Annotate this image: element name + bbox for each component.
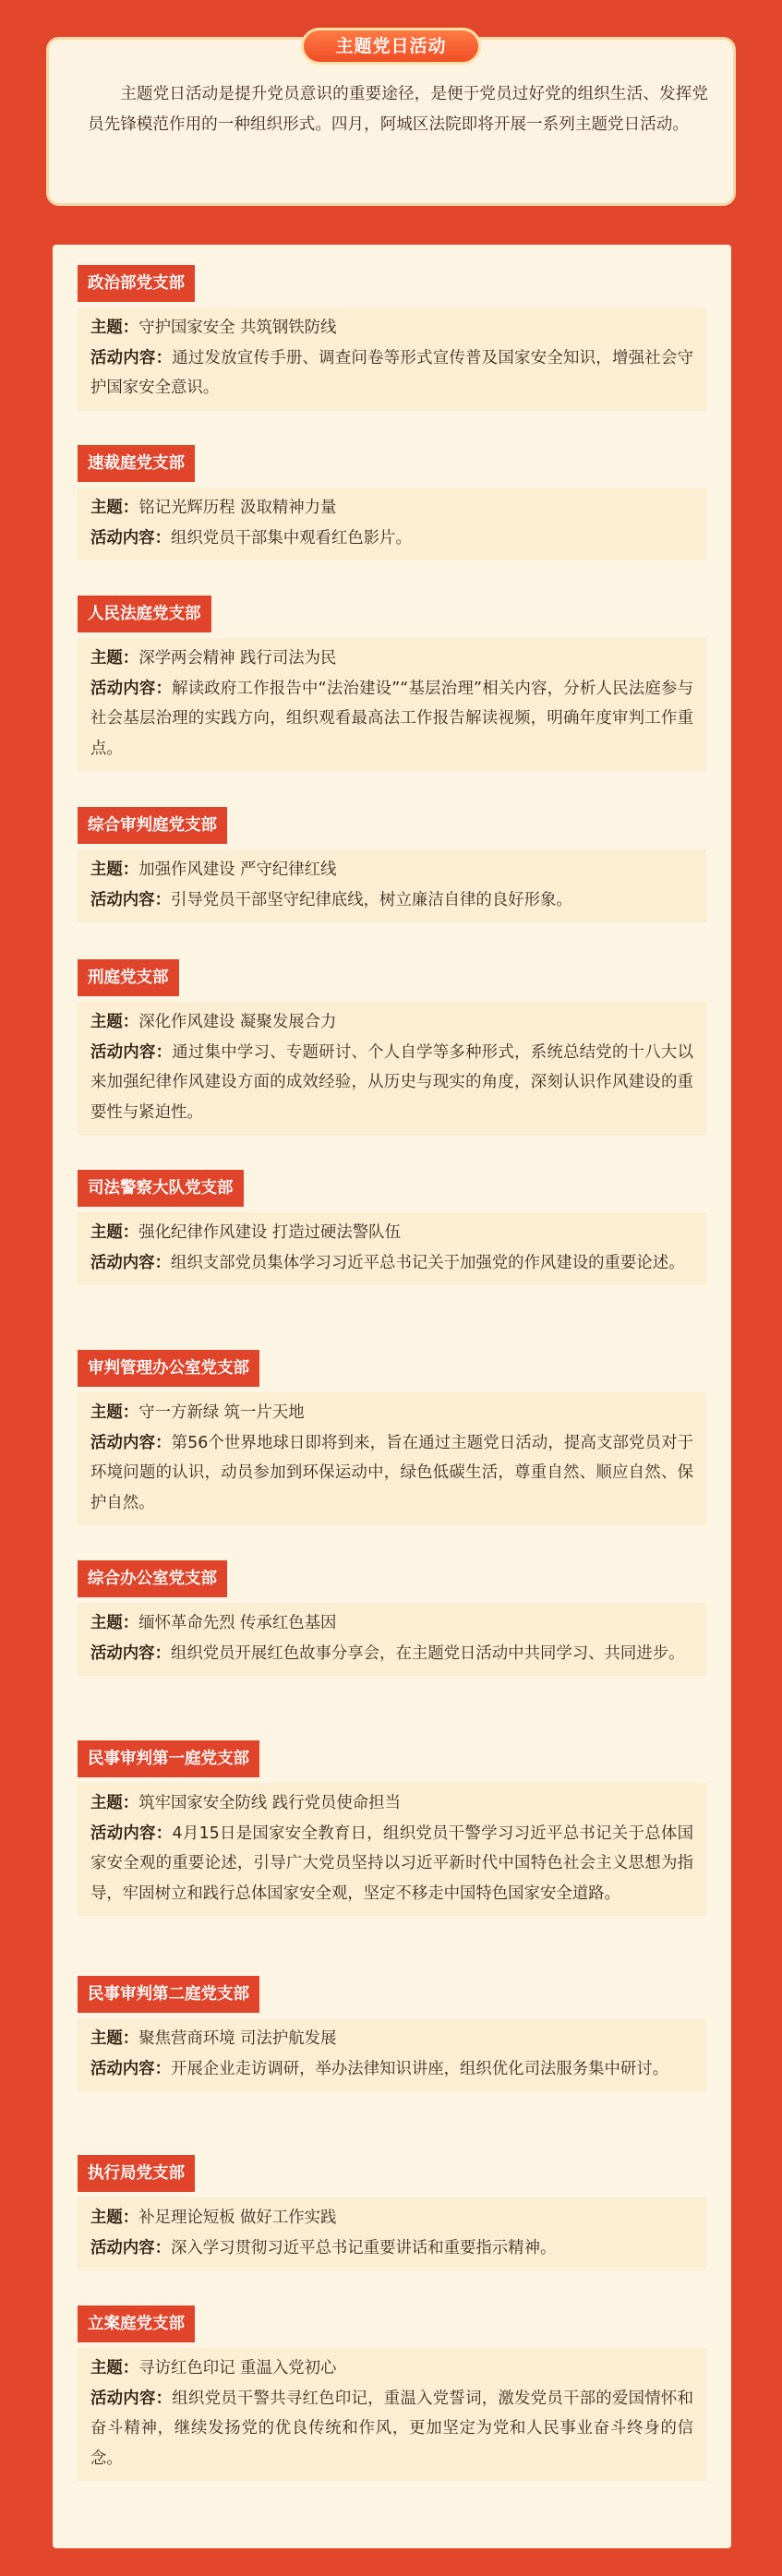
- content-line: [90, 2384, 693, 2474]
- theme-label: 主题：: [90, 1403, 139, 1422]
- theme-label: 主题：: [90, 2359, 139, 2377]
- theme-line: [90, 855, 693, 885]
- theme-line: [90, 2203, 693, 2233]
- content-line: [90, 2233, 693, 2264]
- section-body: [78, 488, 706, 560]
- content-line: [90, 885, 693, 916]
- theme-text: 深学两会精神 践行司法为民: [138, 649, 337, 668]
- theme-label: 主题：: [90, 2209, 139, 2227]
- content-text: 第56个世界地球日即将到来，旨在通过主题党日活动，提高支部党员对于环境问题的认识，动员参加到环保运动中，绿色低碳生活，尊重自然、顺应自然、保护自然。: [90, 1433, 693, 1512]
- section-body: [78, 2197, 706, 2270]
- section-title: 综合审判庭党支部: [78, 807, 227, 844]
- content-line: [90, 524, 693, 554]
- theme-text: 补足理论短板 做好工作实践: [138, 2209, 337, 2227]
- content-line: [90, 343, 693, 403]
- theme-text: 强化纪律作风建设 打造过硬法警队伍: [138, 1223, 401, 1242]
- section-title: 人民法庭党支部: [78, 596, 211, 632]
- theme-label: 主题：: [90, 649, 139, 668]
- content-label: 活动内容：: [90, 2059, 171, 2078]
- theme-line: [90, 1608, 693, 1639]
- section-title: 立案庭党支部: [78, 2305, 195, 2342]
- theme-line: [90, 2024, 693, 2054]
- section-body: [78, 307, 706, 411]
- content-text: 引导党员干部坚守纪律底线，树立廉洁自律的良好形象。: [170, 890, 572, 909]
- theme-label: 主题：: [90, 319, 139, 337]
- theme-label: 主题：: [90, 499, 139, 517]
- content-text: 解读政府工作报告中“法治建设”“基层治理”相关内容，分析人民法庭参与社会基层治理的实践方向，组织观看最高法工作报告解读视频，明确年度审判工作重点。: [90, 679, 693, 758]
- content-label: 活动内容：: [90, 528, 171, 548]
- theme-text: 筑牢国家安全防线 践行党员使命担当: [138, 1794, 401, 1812]
- theme-label: 主题：: [90, 2029, 139, 2048]
- theme-label: 主题：: [90, 1013, 139, 1031]
- content-text: 通过发放宣传手册、调查问卷等形式宣传普及国家安全知识，增强社会守护国家安全意识。: [90, 348, 693, 397]
- activities-panel: [53, 245, 731, 2548]
- section-title: 民事审判第一庭党支部: [78, 1740, 259, 1777]
- section-title: 速裁庭党支部: [78, 445, 195, 482]
- section-body: [78, 1783, 706, 1916]
- section-body: [78, 1392, 706, 1525]
- theme-line: [90, 2353, 693, 2384]
- content-text: 通过集中学习、专题研讨、个人自学等多种形式，系统总结党的十八大以来加强纪律作风建设方面的成效经验，从历史与现实的角度，深刻认识作风建设的重要性与紧迫性。: [90, 1042, 693, 1122]
- section-body: [78, 638, 706, 771]
- theme-line: [90, 313, 693, 343]
- section-title: 审判管理办公室党支部: [78, 1350, 259, 1387]
- section-title: 民事审判第二庭党支部: [78, 1976, 259, 2013]
- theme-text: 缅怀革命先烈 传承红色基因: [138, 1614, 337, 1632]
- content-label: 活动内容：: [90, 679, 173, 698]
- theme-line: [90, 1218, 693, 1248]
- content-label: 活动内容：: [90, 348, 173, 367]
- content-label: 活动内容：: [90, 1042, 173, 1062]
- section-title: 政治部党支部: [78, 265, 195, 302]
- section-body: [78, 849, 706, 922]
- theme-label: 主题：: [90, 1794, 139, 1812]
- section-body: [78, 1002, 706, 1135]
- theme-line: [90, 1788, 693, 1819]
- theme-line: [90, 1398, 693, 1428]
- section-enforcement-bureau: [78, 2155, 706, 2270]
- section-comprehensive-trial: [78, 807, 706, 922]
- section-general-office: [78, 1560, 706, 1676]
- content-label: 活动内容：: [90, 1253, 171, 1272]
- section-trial-management: [78, 1350, 706, 1525]
- theme-text: 守一方新绿 筑一片天地: [138, 1403, 305, 1422]
- section-criminal-court: [78, 959, 706, 1135]
- content-text: 4月15日是国家安全教育日，组织党员干警学习习近平总书记关于总体国家安全观的重要论述，引导广大党员坚持以习近平新时代中国特色社会主义思想为指导，牢固树立和践行总体国家安全观，坚定不移走中国特色国家安全道路。: [90, 1824, 693, 1903]
- section-civil-trial-1: [78, 1740, 706, 1916]
- section-people-court: [78, 596, 706, 771]
- content-line: [90, 1819, 693, 1909]
- theme-text: 加强作风建设 严守纪律红线: [138, 861, 337, 879]
- section-judicial-police: [78, 1170, 706, 1285]
- content-text: 开展企业走访调研，举办法律知识讲座，组织优化司法服务集中研讨。: [170, 2059, 669, 2078]
- theme-label: 主题：: [90, 1223, 139, 1242]
- theme-label: 主题：: [90, 861, 139, 879]
- section-title: 执行局党支部: [78, 2155, 195, 2192]
- content-text: 组织党员开展红色故事分享会，在主题党日活动中共同学习、共同进步。: [170, 1643, 685, 1663]
- section-summary-court: [78, 445, 706, 560]
- theme-text: 守护国家安全 共筑钢铁防线: [138, 319, 337, 337]
- content-line: [90, 1038, 693, 1128]
- content-line: [90, 1248, 693, 1279]
- section-body: [78, 1603, 706, 1676]
- content-text: 组织党员干部集中观看红色影片。: [170, 528, 412, 548]
- theme-text: 寻访红色印记 重温入党初心: [138, 2359, 337, 2377]
- content-label: 活动内容：: [90, 1824, 173, 1843]
- theme-line: [90, 644, 693, 674]
- content-label: 活动内容：: [90, 2238, 171, 2257]
- content-label: 活动内容：: [90, 1433, 172, 1452]
- content-line: [90, 1428, 693, 1519]
- content-label: 活动内容：: [90, 890, 171, 909]
- page-title: 主题党日活动: [301, 28, 481, 65]
- theme-text: 聚焦营商环境 司法护航发展: [138, 2029, 337, 2048]
- section-political-dept: [78, 265, 706, 411]
- theme-label: 主题：: [90, 1614, 139, 1632]
- theme-text: 深化作风建设 凝聚发展合力: [138, 1013, 337, 1031]
- content-text: 组织党员干警共寻红色印记，重温入党誓词，激发党员干部的爱国情怀和奋斗精神，继续发扬党的优良传统和作风，更加坚定为党和人民事业奋斗终身的信念。: [90, 2389, 693, 2468]
- theme-line: [90, 493, 693, 524]
- content-text: 深入学习贯彻习近平总书记重要讲话和重要指示精神。: [170, 2238, 557, 2257]
- content-line: [90, 1639, 693, 1669]
- section-body: [78, 2348, 706, 2481]
- section-case-filing: [78, 2305, 706, 2481]
- section-civil-trial-2: [78, 1976, 706, 2091]
- content-label: 活动内容：: [90, 1643, 171, 1663]
- section-title: 司法警察大队党支部: [78, 1170, 244, 1207]
- intro-paragraph: 主题党日活动是提升党员意识的重要途径，是便于党员过好党的组织生活、发挥党员先锋模范作用的一种组织形式。四月，阿城区法院即将开展一系列主题党日活动。: [88, 85, 708, 134]
- content-line: [90, 674, 693, 764]
- content-line: [90, 2054, 693, 2085]
- section-title: 刑庭党支部: [78, 959, 179, 996]
- theme-line: [90, 1007, 693, 1038]
- section-body: [78, 1212, 706, 1285]
- section-title: 综合办公室党支部: [78, 1560, 227, 1597]
- section-body: [78, 2018, 706, 2091]
- theme-text: 铭记光辉历程 汲取精神力量: [138, 499, 337, 517]
- content-text: 组织支部党员集体学习习近平总书记关于加强党的作风建设的重要论述。: [170, 1253, 685, 1272]
- content-label: 活动内容：: [90, 2389, 173, 2408]
